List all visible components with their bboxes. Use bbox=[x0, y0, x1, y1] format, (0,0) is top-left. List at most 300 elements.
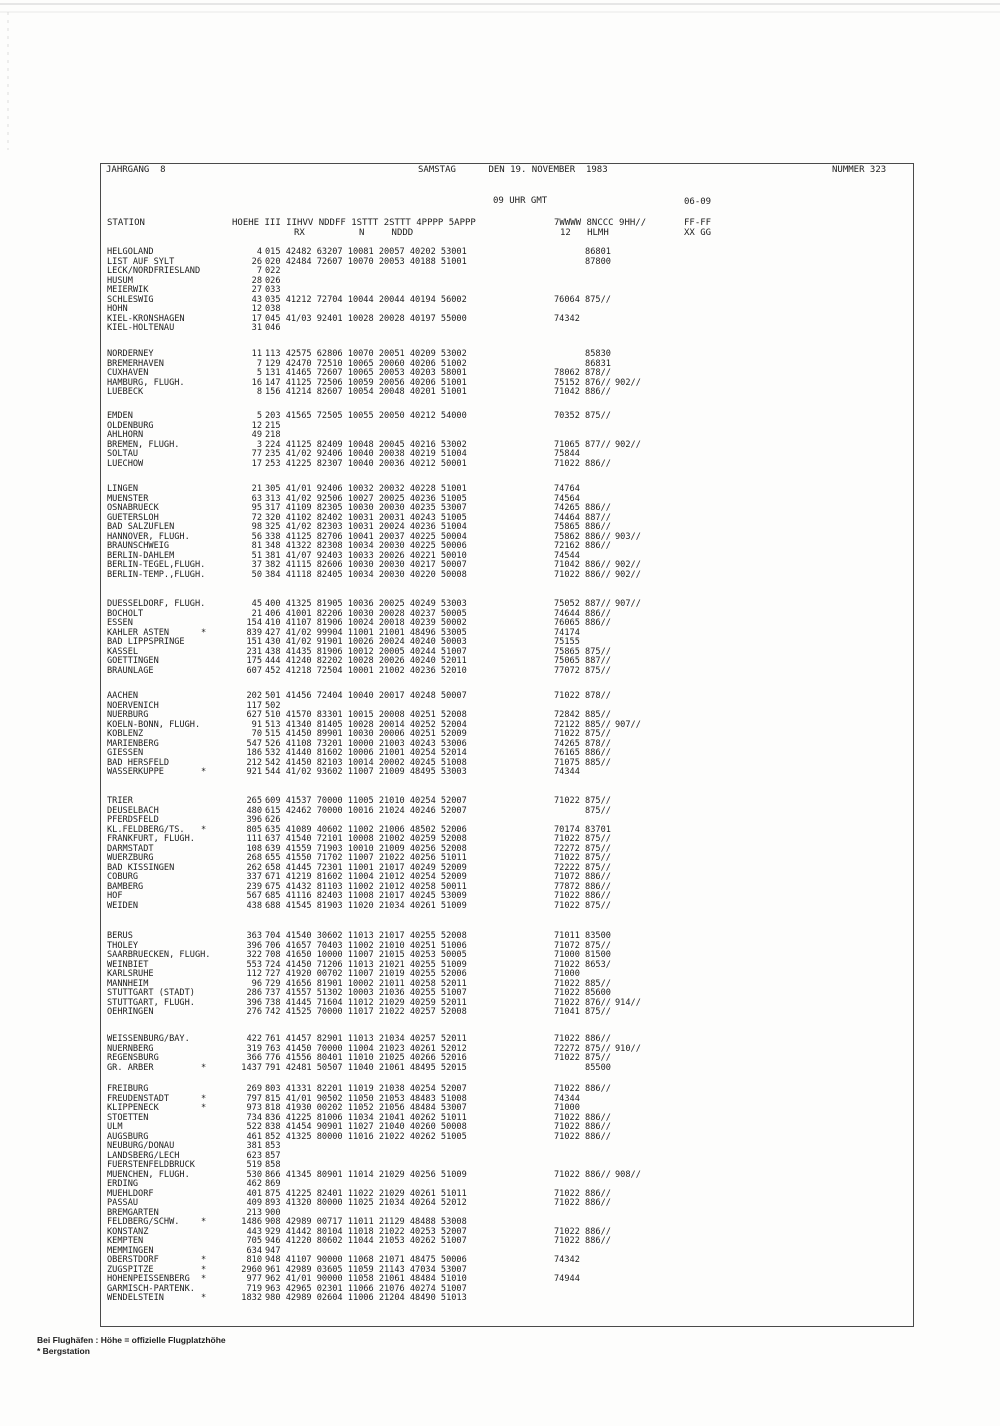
station-height: 51 bbox=[251, 550, 262, 561]
station-height: 1437 bbox=[241, 1062, 262, 1073]
observation-codes: 544 41/02 93602 11007 21009 48495 53003 bbox=[265, 767, 467, 777]
station-height: 112 bbox=[246, 969, 262, 979]
station-name: MANNHEIM bbox=[107, 978, 149, 989]
station-name: BERLIN-TEMP.,FLUGH. bbox=[107, 569, 206, 580]
observation-codes: 400 41325 81905 10036 20025 40249 53003 bbox=[265, 599, 467, 609]
station-name: OSNABRUECK bbox=[107, 503, 159, 513]
datum: SAMSTAG DEN 19. NOVEMBER 1983 bbox=[418, 165, 608, 175]
station-height: 553 bbox=[246, 959, 262, 970]
station-height: 108 bbox=[246, 843, 262, 854]
weather-codes: 71022 875// bbox=[554, 834, 611, 844]
extra-codes: 902// bbox=[615, 439, 641, 450]
station-height: 409 bbox=[246, 1198, 262, 1208]
station-name: BAD KISSINGEN bbox=[107, 862, 175, 873]
weather-codes: 77872 886// bbox=[554, 881, 611, 892]
station-name: MEMMINGEN bbox=[107, 1245, 154, 1256]
observation-codes: 688 41545 81903 11020 21034 40261 51009 bbox=[265, 900, 467, 911]
observation-codes: 947 bbox=[265, 1245, 281, 1256]
scan-marks bbox=[0, 0, 1000, 160]
station-name: KLIPPENECK bbox=[107, 1103, 159, 1113]
observation-codes: 761 41457 82901 11013 21034 40257 52011 bbox=[265, 1034, 467, 1044]
nummer: NUMMER 323 bbox=[832, 165, 887, 175]
weather-codes: 71065 877// bbox=[554, 439, 611, 450]
weather-codes: 71042 886// bbox=[554, 387, 611, 397]
station-name: BAD HERSFELD bbox=[107, 757, 170, 768]
weather-codes: 71022 886// bbox=[554, 458, 611, 469]
station-name: LUECHOW bbox=[107, 458, 144, 469]
observation-codes: 382 41115 82606 10030 20030 40217 50007 bbox=[265, 560, 467, 570]
observation-codes: 129 42470 72510 10065 20060 40206 51002 bbox=[265, 358, 467, 369]
observation-codes: 203 41565 72505 10055 20050 40212 54000 bbox=[265, 411, 467, 421]
observation-codes: 526 41108 73201 10000 21003 40243 53006 bbox=[265, 738, 467, 749]
weather-codes: 71022 886// bbox=[554, 1112, 611, 1123]
weather-codes: 71000 81500 bbox=[554, 950, 611, 960]
weather-codes: 74564 bbox=[554, 493, 580, 504]
weather-codes: 71022 886// bbox=[554, 1122, 611, 1132]
observation-codes: 929 41442 80104 11018 21022 40253 52007 bbox=[265, 1226, 467, 1237]
bergstation-mark: * bbox=[201, 1217, 207, 1227]
weather-codes: 74342 bbox=[554, 1255, 580, 1265]
observation-codes: 348 41322 82308 10034 20030 40225 50006 bbox=[265, 541, 467, 551]
observation-codes: 948 41107 90000 11068 21071 48475 50006 bbox=[265, 1255, 467, 1265]
station-name: NUERBURG bbox=[107, 710, 149, 720]
station-name: FELDBERG/SCHW. bbox=[107, 1217, 180, 1227]
weather-codes: 74342 bbox=[554, 313, 580, 324]
station-name: REGENSBURG bbox=[107, 1053, 159, 1063]
observation-codes: 838 41454 90901 11027 21040 40260 50008 bbox=[265, 1122, 467, 1132]
station-height: 5 bbox=[256, 411, 262, 421]
station-height: 396 bbox=[246, 940, 262, 951]
station-height: 567 bbox=[246, 891, 262, 901]
observation-codes: 635 41089 40602 11002 21006 48502 52006 bbox=[265, 824, 467, 835]
observation-codes: 320 41102 82402 10031 20031 40243 51005 bbox=[265, 512, 467, 523]
station-height: 63 bbox=[251, 493, 262, 504]
observation-codes: 875 41225 82401 11022 21029 40261 51011 bbox=[265, 1188, 467, 1199]
extra-codes: 907// bbox=[615, 719, 641, 730]
station-height: 805 bbox=[246, 824, 262, 835]
weather-codes: 71022 886// bbox=[554, 1198, 611, 1208]
observation-codes: 502 bbox=[265, 700, 281, 711]
station-height: 151 bbox=[246, 637, 262, 647]
observation-codes: 724 41450 71206 11013 21021 40255 51009 bbox=[265, 959, 467, 970]
station-height: 3 bbox=[256, 439, 262, 450]
station-name: HANNOVER, FLUGH. bbox=[107, 531, 190, 542]
station-height: 49 bbox=[251, 430, 262, 440]
observation-codes: 853 bbox=[265, 1141, 281, 1151]
observation-codes: 858 bbox=[265, 1160, 281, 1170]
station-height: 269 bbox=[246, 1084, 262, 1094]
station-height: 322 bbox=[246, 950, 262, 960]
station-name: STUTTGART (STADT) bbox=[107, 988, 195, 998]
weather-codes: 75155 bbox=[554, 637, 580, 647]
weather-codes: 71022 875// bbox=[554, 796, 611, 806]
station-height: 12 bbox=[251, 304, 262, 314]
observation-codes: 501 41456 72404 10040 20017 40248 50007 bbox=[265, 691, 467, 701]
weather-codes: 71022 886// bbox=[554, 1226, 611, 1237]
col-ff-1: FF-FF bbox=[684, 218, 712, 228]
station-name: BAMBERG bbox=[107, 881, 144, 892]
station-name: PASSAU bbox=[107, 1198, 139, 1208]
weather-codes: 75052 887// bbox=[554, 599, 611, 609]
station-name: NUERNBERG bbox=[107, 1043, 154, 1054]
station-height: 627 bbox=[246, 710, 262, 720]
observation-codes: 410 41107 81906 10024 20018 40239 50002 bbox=[265, 618, 467, 628]
weather-codes: 74544 bbox=[554, 550, 580, 561]
page-frame bbox=[100, 163, 914, 1327]
station-height: 91 bbox=[251, 719, 262, 730]
station-height: 37 bbox=[251, 560, 262, 570]
station-height: 8 bbox=[256, 387, 262, 397]
station-height: 28 bbox=[251, 275, 262, 286]
station-height: 26 bbox=[251, 256, 262, 267]
observation-codes: 131 41465 72607 10065 20053 40203 58001 bbox=[265, 368, 467, 378]
station-height: 797 bbox=[246, 1093, 262, 1104]
weather-codes: 74265 886// bbox=[554, 503, 611, 513]
observation-codes: 893 41320 80000 11025 21034 40264 52012 bbox=[265, 1198, 467, 1208]
station-height: 396 bbox=[246, 997, 262, 1008]
station-name: KIEL-HOLTENAU bbox=[107, 323, 175, 333]
observation-codes: 156 41214 82607 10054 20048 40201 51001 bbox=[265, 387, 467, 397]
station-height: 1486 bbox=[241, 1217, 262, 1227]
observation-codes: 742 41525 70000 11017 21022 40257 52008 bbox=[265, 1007, 467, 1017]
station-height: 977 bbox=[246, 1274, 262, 1284]
station-height: 213 bbox=[246, 1207, 262, 1218]
bergstation-mark: * bbox=[201, 1293, 207, 1303]
station-height: 337 bbox=[246, 872, 262, 882]
station-height: 634 bbox=[246, 1245, 262, 1256]
observation-codes: 035 41212 72704 10044 20044 40194 56002 bbox=[265, 294, 467, 305]
observation-codes: 218 bbox=[265, 430, 281, 440]
observation-codes: 706 41657 70403 11002 21010 40251 51006 bbox=[265, 940, 467, 951]
extra-codes: 908// bbox=[615, 1169, 641, 1180]
station-name: WUERZBURG bbox=[107, 853, 154, 863]
time-title: 09 UHR GMT bbox=[493, 196, 548, 206]
station-name: SCHLESWIG bbox=[107, 294, 154, 305]
station-height: 27 bbox=[251, 285, 262, 295]
observation-codes: 317 41109 82305 10030 20030 40235 53007 bbox=[265, 503, 467, 513]
station-name: KEMPTEN bbox=[107, 1236, 144, 1246]
station-height: 276 bbox=[246, 1007, 262, 1017]
observation-codes: 513 41340 81405 10028 20014 40252 52004 bbox=[265, 719, 467, 730]
observation-codes: 946 41220 80602 11044 21053 40262 51007 bbox=[265, 1236, 467, 1246]
weather-codes: 75862 886// bbox=[554, 531, 611, 542]
station-height: 175 bbox=[246, 656, 262, 666]
observation-codes: 515 41450 89901 10030 20006 40251 52009 bbox=[265, 729, 467, 739]
extra-codes: 914// bbox=[615, 997, 641, 1008]
observation-codes: 791 42481 50507 11040 21061 48495 52015 bbox=[265, 1062, 467, 1073]
station-name: BREMGARTEN bbox=[107, 1207, 159, 1218]
station-name: ERDING bbox=[107, 1179, 139, 1189]
extra-codes: 903// bbox=[615, 531, 641, 542]
station-name: NEUBURG/DONAU bbox=[107, 1141, 175, 1151]
station-height: 154 bbox=[246, 618, 262, 628]
station-height: 705 bbox=[246, 1236, 262, 1246]
col-extra-1: 7WWWW 8NCCC 9HH// bbox=[554, 218, 647, 228]
station-name: MARIENBERG bbox=[107, 738, 159, 749]
observation-codes: 113 42575 62806 10070 20051 40209 53002 bbox=[265, 349, 467, 359]
station-name: MEIERWIK bbox=[107, 285, 149, 295]
station-height: 4 bbox=[256, 247, 262, 257]
observation-codes: 866 41345 80901 11014 21029 40256 51009 bbox=[265, 1169, 467, 1180]
jahrgang: JAHRGANG 8 bbox=[106, 165, 166, 175]
station-height: 43 bbox=[251, 294, 262, 305]
weather-codes: 74644 886// bbox=[554, 608, 611, 619]
station-height: 734 bbox=[246, 1112, 262, 1123]
station-height: 366 bbox=[246, 1053, 262, 1063]
station-height: 268 bbox=[246, 853, 262, 863]
weather-codes: 71022 8653/ bbox=[554, 959, 611, 970]
station-name: FRANKFURT, FLUGH. bbox=[107, 834, 195, 844]
station-height: 381 bbox=[246, 1141, 262, 1151]
station-name: LINGEN bbox=[107, 484, 139, 494]
weather-codes: 71022 876// bbox=[554, 997, 611, 1008]
station-height: 72 bbox=[251, 512, 262, 523]
weather-codes: 72162 886// bbox=[554, 541, 611, 551]
weather-codes: 70174 83701 bbox=[554, 824, 611, 835]
station-name: KOBLENZ bbox=[107, 729, 144, 739]
station-name: NORDERNEY bbox=[107, 349, 154, 359]
weather-codes: 86831 bbox=[554, 358, 611, 369]
bergstation-mark: * bbox=[201, 1255, 207, 1265]
weather-codes: 71011 83500 bbox=[554, 931, 611, 941]
col-extra-2: 12 HLMH bbox=[560, 228, 609, 238]
station-name: WEIDEN bbox=[107, 900, 139, 911]
extra-codes: 902// bbox=[615, 377, 641, 388]
station-height: 607 bbox=[246, 665, 262, 676]
observation-codes: 615 42462 70000 10016 21024 40246 52007 bbox=[265, 805, 467, 816]
weather-codes: 71075 885// bbox=[554, 757, 611, 768]
station-height: 239 bbox=[246, 881, 262, 892]
station-name: FREUDENSTADT bbox=[107, 1093, 170, 1104]
weather-codes: 71022 875// bbox=[554, 1053, 611, 1063]
weather-codes: 76165 886// bbox=[554, 748, 611, 758]
station-height: 265 bbox=[246, 796, 262, 806]
station-name: STUTTGART, FLUGH. bbox=[107, 997, 195, 1008]
station-name: DARMSTADT bbox=[107, 843, 154, 854]
station-height: 719 bbox=[246, 1283, 262, 1294]
weather-codes: 77072 875// bbox=[554, 665, 611, 676]
station-name: ZUGSPITZE bbox=[107, 1264, 154, 1275]
weather-codes: 71022 85600 bbox=[554, 988, 611, 998]
station-name: KONSTANZ bbox=[107, 1226, 149, 1237]
station-name: AACHEN bbox=[107, 691, 139, 701]
station-name: GUETERSLOH bbox=[107, 512, 159, 523]
station-name: COBURG bbox=[107, 872, 139, 882]
bergstation-mark: * bbox=[201, 1093, 207, 1104]
station-name: BAD LIPPSPRINGE bbox=[107, 637, 185, 647]
observation-codes: 961 42989 03605 11059 21143 47034 53007 bbox=[265, 1264, 467, 1275]
station-name: BERLIN-TEGEL,FLUGH. bbox=[107, 560, 206, 570]
station-height: 396 bbox=[246, 815, 262, 825]
station-name: GARMISCH-PARTENK. bbox=[107, 1283, 195, 1294]
observation-codes: 338 41125 82706 10041 20037 40225 50004 bbox=[265, 531, 467, 542]
station-height: 56 bbox=[251, 531, 262, 542]
extra-codes: 902// bbox=[615, 569, 641, 580]
observation-codes: 325 41/02 82303 10031 20024 40236 51004 bbox=[265, 522, 467, 532]
observation-codes: 045 41/03 92401 10028 20028 40197 55000 bbox=[265, 313, 467, 324]
observation-codes: 215 bbox=[265, 420, 281, 431]
weather-codes: 75865 886// bbox=[554, 522, 611, 532]
observation-codes: 685 41116 82403 11008 21017 40245 53009 bbox=[265, 891, 467, 901]
station-height: 7 bbox=[256, 358, 262, 369]
observation-codes: 818 41930 00202 11052 21056 48484 53007 bbox=[265, 1103, 467, 1113]
observation-codes: 963 42965 02301 11066 21076 40274 51007 bbox=[265, 1283, 467, 1294]
station-name: LANDSBERG/LECH bbox=[107, 1150, 180, 1161]
station-height: 31 bbox=[251, 323, 262, 333]
weather-codes: 71041 875// bbox=[554, 1007, 611, 1017]
station-height: 96 bbox=[251, 978, 262, 989]
weather-codes: 74944 bbox=[554, 1274, 580, 1284]
weather-codes: 71042 886// bbox=[554, 560, 611, 570]
observation-codes: 305 41/01 92406 10032 20032 40228 51001 bbox=[265, 484, 467, 494]
station-height: 443 bbox=[246, 1226, 262, 1237]
weather-codes: 875// bbox=[554, 805, 611, 816]
station-height: 2960 bbox=[241, 1264, 262, 1275]
station-name: KASSEL bbox=[107, 646, 139, 657]
observation-codes: 857 bbox=[265, 1150, 281, 1161]
station-height: 17 bbox=[251, 313, 262, 324]
observation-codes: 235 41/02 92406 10040 20038 40219 51004 bbox=[265, 449, 467, 459]
station-name: OBERSTDORF bbox=[107, 1255, 159, 1265]
observation-codes: 022 bbox=[265, 266, 281, 276]
weather-codes: 87800 bbox=[554, 256, 611, 267]
weather-codes: 75152 876// bbox=[554, 377, 611, 388]
observation-codes: 704 41540 30602 11013 21017 40255 52008 bbox=[265, 931, 467, 941]
station-height: 547 bbox=[246, 738, 262, 749]
col-ff-2: XX GG bbox=[684, 228, 712, 238]
station-name: MUENSTER bbox=[107, 493, 149, 504]
col-codes-1: HOEHE III IIHVV NDDFF 1STTT 2STTT 4PPPP 5APPP bbox=[232, 218, 476, 228]
station-height: 810 bbox=[246, 1255, 262, 1265]
weather-codes: 71000 bbox=[554, 1103, 580, 1113]
observation-codes: 836 41225 81006 11034 21041 40262 51011 bbox=[265, 1112, 467, 1123]
station-height: 81 bbox=[251, 541, 262, 551]
weather-codes: 72122 885// bbox=[554, 719, 611, 730]
observation-codes: 313 41/02 92506 10027 20025 40236 51005 bbox=[265, 493, 467, 504]
observation-codes: 658 41445 72301 11001 21017 40249 52009 bbox=[265, 862, 467, 873]
weather-codes: 71022 886// bbox=[554, 1236, 611, 1246]
weather-codes: 72222 875// bbox=[554, 862, 611, 873]
station-name: AHLHORN bbox=[107, 430, 144, 440]
station-height: 973 bbox=[246, 1103, 262, 1113]
observation-codes: 384 41118 82405 10034 20030 40220 50008 bbox=[265, 569, 467, 580]
station-height: 286 bbox=[246, 988, 262, 998]
weather-codes: 74344 bbox=[554, 1093, 580, 1104]
bergstation-mark: * bbox=[201, 1062, 207, 1073]
observation-codes: 452 41218 72504 10001 21002 40236 52010 bbox=[265, 665, 467, 676]
station-name: TRIER bbox=[107, 796, 133, 806]
station-name: FUERSTENFELDBRUCK bbox=[107, 1160, 195, 1170]
weather-codes: 71072 886// bbox=[554, 872, 611, 882]
extra-codes: 910// bbox=[615, 1043, 641, 1054]
observation-codes: 438 41435 81906 10012 20005 40244 51007 bbox=[265, 646, 467, 657]
observation-codes: 430 41/02 91901 10026 20024 40240 50003 bbox=[265, 637, 467, 647]
weather-codes: 71022 886// bbox=[554, 1169, 611, 1180]
station-height: 16 bbox=[251, 377, 262, 388]
station-name: HELGOLAND bbox=[107, 247, 154, 257]
station-name: GIESSEN bbox=[107, 748, 144, 758]
weather-codes: 71022 885// bbox=[554, 978, 611, 989]
footer-note: Bei Flughäfen : Höhe = offizielle Flugplatzhöhe bbox=[37, 1335, 226, 1345]
station-name: GOETTINGEN bbox=[107, 656, 159, 666]
station-height: 111 bbox=[246, 834, 262, 844]
station-height: 77 bbox=[251, 449, 262, 459]
weather-codes: 85830 bbox=[554, 349, 611, 359]
station-name: DUESSELDORF, FLUGH. bbox=[107, 599, 206, 609]
station-name: ESSEN bbox=[107, 618, 133, 628]
observation-codes: 869 bbox=[265, 1179, 281, 1189]
station-height: 519 bbox=[246, 1160, 262, 1170]
station-name: BERUS bbox=[107, 931, 133, 941]
station-height: 11 bbox=[251, 349, 262, 359]
observation-codes: 406 41001 82206 10030 20028 40237 50005 bbox=[265, 608, 467, 619]
station-height: 623 bbox=[246, 1150, 262, 1161]
weather-codes: 71022 886// bbox=[554, 1188, 611, 1199]
weather-codes: 74764 bbox=[554, 484, 580, 494]
weather-codes: 71072 875// bbox=[554, 940, 611, 951]
bergstation-mark: * bbox=[201, 1103, 207, 1113]
station-name: KL.FELDBERG/TS. bbox=[107, 824, 185, 835]
station-name: CUXHAVEN bbox=[107, 368, 149, 378]
station-height: 839 bbox=[246, 627, 262, 638]
observation-codes: 962 41/01 90000 11058 21061 48484 51010 bbox=[265, 1274, 467, 1284]
station-name: BERLIN-DAHLEM bbox=[107, 550, 175, 561]
weather-codes: 71022 886// bbox=[554, 1034, 611, 1044]
station-name: BOCHOLT bbox=[107, 608, 144, 619]
station-name: GR. ARBER bbox=[107, 1062, 154, 1073]
station-height: 921 bbox=[246, 767, 262, 777]
station-name: BREMEN, FLUGH. bbox=[107, 439, 180, 450]
station-name: BREMERHAVEN bbox=[107, 358, 164, 369]
weather-codes: 71022 875// bbox=[554, 900, 611, 911]
station-name: BRAUNLAGE bbox=[107, 665, 154, 676]
station-name: PFERDSFELD bbox=[107, 815, 159, 825]
observation-codes: 532 41440 81602 10006 21001 40254 52014 bbox=[265, 748, 467, 758]
observation-codes: 381 41/07 92403 10033 20026 40221 50010 bbox=[265, 550, 467, 561]
observation-codes: 815 41/01 90502 11050 21053 48483 51008 bbox=[265, 1093, 467, 1104]
station-name: OEHRINGEN bbox=[107, 1007, 154, 1017]
bergstation-mark: * bbox=[201, 824, 207, 835]
col-codes-2: RX N NDDD bbox=[294, 228, 414, 238]
station-name: SAARBRUECKEN, FLUGH. bbox=[107, 950, 211, 960]
weather-codes: 71000 bbox=[554, 969, 580, 979]
station-name: WENDELSTEIN bbox=[107, 1293, 164, 1303]
extra-codes: 907// bbox=[615, 599, 641, 609]
weather-codes: 78062 878// bbox=[554, 368, 611, 378]
observation-codes: 900 bbox=[265, 1207, 281, 1218]
observation-codes: 444 41240 82202 10028 20026 40240 52011 bbox=[265, 656, 467, 666]
col-station: STATION bbox=[107, 218, 145, 228]
station-name: KOELN-BONN, FLUGH. bbox=[107, 719, 201, 730]
station-height: 530 bbox=[246, 1169, 262, 1180]
station-height: 202 bbox=[246, 691, 262, 701]
observation-codes: 908 42989 00717 11011 21129 48488 53008 bbox=[265, 1217, 467, 1227]
station-name: LECK/NORDFRIESLAND bbox=[107, 266, 201, 276]
station-name: HOHN bbox=[107, 304, 128, 314]
station-height: 186 bbox=[246, 748, 262, 758]
observation-codes: 655 41550 71702 11007 21022 40256 51011 bbox=[265, 853, 467, 863]
observation-codes: 015 42482 63207 10081 20057 40202 53001 bbox=[265, 247, 467, 257]
station-name: MUENCHEN, FLUGH. bbox=[107, 1169, 190, 1180]
observation-codes: 737 41557 51302 10003 21036 40255 51007 bbox=[265, 988, 467, 998]
observation-codes: 675 41432 81103 11002 21012 40258 50011 bbox=[265, 881, 467, 892]
station-name: KAHLER ASTEN bbox=[107, 627, 170, 638]
observation-codes: 510 41570 83301 10015 20008 40251 52008 bbox=[265, 710, 467, 720]
observation-codes: 033 bbox=[265, 285, 281, 295]
station-height: 212 bbox=[246, 757, 262, 768]
station-name: WEINBIET bbox=[107, 959, 149, 970]
station-name: HOHENPEISSENBERG bbox=[107, 1274, 190, 1284]
